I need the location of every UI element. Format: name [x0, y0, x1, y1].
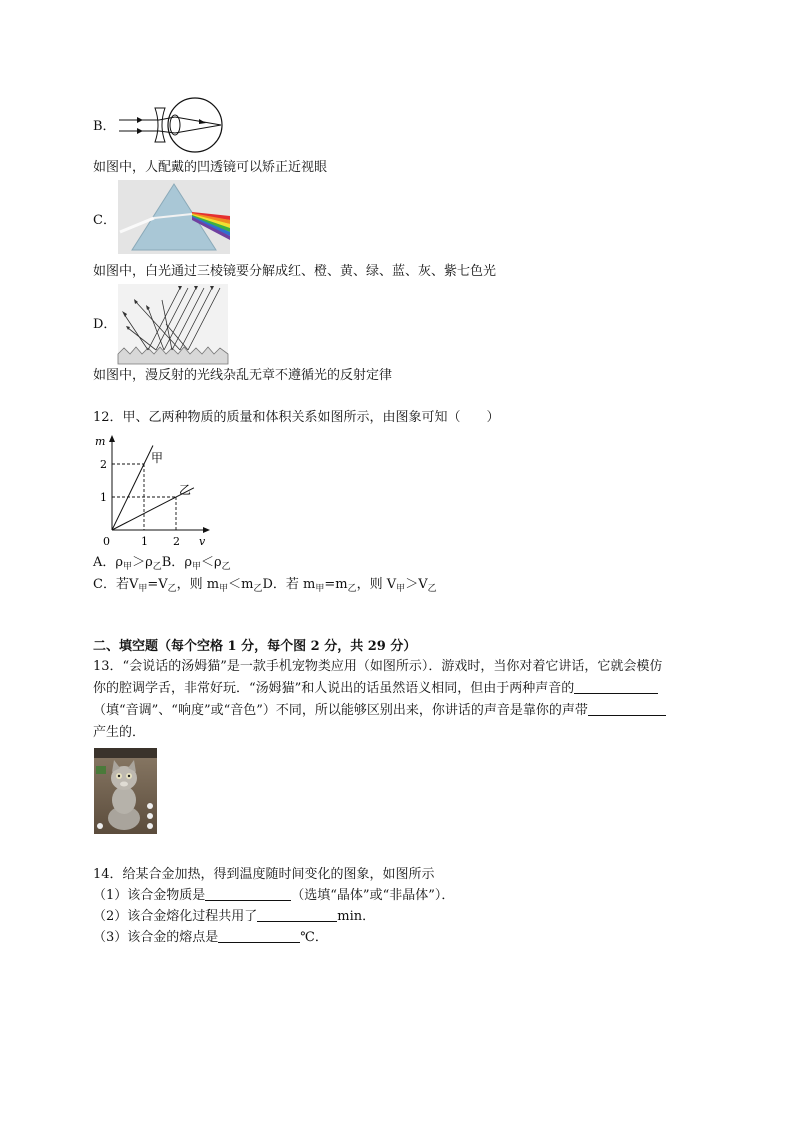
option-d-label: D．: [93, 317, 117, 332]
option-c-then: ，则 m: [176, 577, 220, 592]
y-tick-label: 2: [100, 458, 107, 471]
option-c-caption: 如图中，白光通过三棱镜要分解成红、橙、黄、绿、蓝、灰、紫七色光: [93, 264, 497, 279]
talking-tom-image: [94, 748, 157, 834]
origin-label: 0: [103, 535, 110, 548]
q14-part3: [93, 929, 328, 947]
mass-volume-graph: [95, 432, 215, 550]
option-b-sub1: 甲: [191, 562, 201, 572]
q13-line3-wrap: [93, 702, 666, 720]
option-b-label: B．: [161, 555, 185, 570]
option-c-label: C．: [93, 213, 116, 228]
x-axis-label: v: [199, 535, 206, 548]
option-c-label: C．若: [93, 577, 129, 592]
option-c-sub4: 乙: [253, 584, 263, 594]
option-b-rho1: ρ: [184, 555, 192, 570]
option-a-op: ＞: [132, 555, 146, 570]
option-a-sub2: 乙: [152, 562, 162, 572]
option-a-label: A．: [93, 555, 116, 570]
q14-part3-post: ℃．: [300, 930, 328, 945]
q13-line3: （填“音调”、“响度”或“音色”）不同，所以能够区别出来，你讲话的声音是靠你的声带: [93, 703, 588, 718]
q14-blank-1[interactable]: [205, 887, 291, 901]
option-d-sub3: 甲: [396, 584, 406, 594]
q13-line1: 13．“会说话的汤姆猫”是一款手机宠物类应用（如图所示）．游戏时，当你对着它讲话，它就会模仿: [93, 659, 663, 674]
option-b-caption: 如图中，人配戴的凹透镜可以矫正近视眼: [93, 160, 328, 175]
q14-blank-2[interactable]: [257, 908, 337, 922]
concave-lens-eye-figure: [115, 100, 230, 150]
option-d-eq: =m: [324, 577, 348, 592]
q14-part1-pre: （1）该合金物质是: [93, 888, 206, 903]
option-c-sub1: 甲: [138, 584, 148, 594]
option-a-rho2: ρ: [145, 555, 153, 570]
section-title: 二、填空题（每个空格 1 分，每个图 2 分，共 29 分）: [93, 639, 417, 654]
q13-blank-2[interactable]: [588, 702, 666, 716]
y-tick-label: 1: [100, 491, 107, 504]
x-tick-label: 1: [141, 535, 148, 548]
q13-line2: 你的腔调学舌，非常好玩．“汤姆猫”和人说出的话虽然语义相同，但由于两种声音的: [93, 681, 575, 696]
option-b-sub2: 乙: [221, 562, 231, 572]
option-d-op: ＞V: [405, 577, 428, 592]
option-c-sub3: 甲: [219, 584, 229, 594]
option-d-sub2: 乙: [347, 584, 357, 594]
q12-stem: 12．甲、乙两种物质的质量和体积关系如图所示，由图象可知（ ）: [93, 410, 500, 425]
option-d-sub4: 乙: [427, 584, 437, 594]
q12-options-cd: [93, 576, 437, 598]
option-a-sub1: 甲: [123, 562, 133, 572]
option-b-op: ＜: [200, 555, 214, 570]
prism-dispersion-figure: [118, 180, 230, 254]
q13-line4: 产生的．: [93, 725, 146, 740]
option-b-label: B．: [93, 119, 116, 134]
q14-part1-post: （选填“晶体”或“非晶体”）．: [291, 888, 455, 903]
q12-options-ab: [93, 554, 231, 576]
option-b-rho2: ρ: [214, 555, 222, 570]
q13-line2-wrap: [93, 680, 658, 698]
q14-part2-post: min．: [337, 909, 376, 924]
line-jia-label: 甲: [151, 451, 164, 465]
option-c-eq: =V: [147, 577, 168, 592]
option-d-then: ，则 V: [356, 577, 397, 592]
x-tick-label: 2: [173, 535, 180, 548]
q14-stem: 14．给某合金加热，得到温度随时间变化的图象，如图所示: [93, 867, 435, 882]
q14-part3-pre: （3）该合金的熔点是: [93, 930, 219, 945]
option-c-sub2: 乙: [167, 584, 177, 594]
option-d-sub1: 甲: [315, 584, 325, 594]
option-c-op: ＜m: [228, 577, 254, 592]
option-c-v: V: [128, 577, 139, 592]
q14-part2-pre: （2）该合金熔化过程共用了: [93, 909, 258, 924]
option-d-label: D．若 m: [262, 577, 316, 592]
q14-blank-3[interactable]: [218, 929, 300, 943]
diffuse-reflection-figure: [118, 284, 228, 364]
line-yi-label: 乙: [179, 483, 192, 497]
series-line-jia: [112, 446, 153, 530]
q13-blank-1[interactable]: [574, 680, 658, 694]
q14-part1: [93, 887, 454, 905]
y-axis-label: m: [95, 435, 106, 448]
option-d-caption: 如图中，漫反射的光线杂乱无章不遵循光的反射定律: [93, 368, 393, 383]
option-a-rho1: ρ: [115, 555, 124, 570]
q14-part2: [93, 908, 375, 926]
